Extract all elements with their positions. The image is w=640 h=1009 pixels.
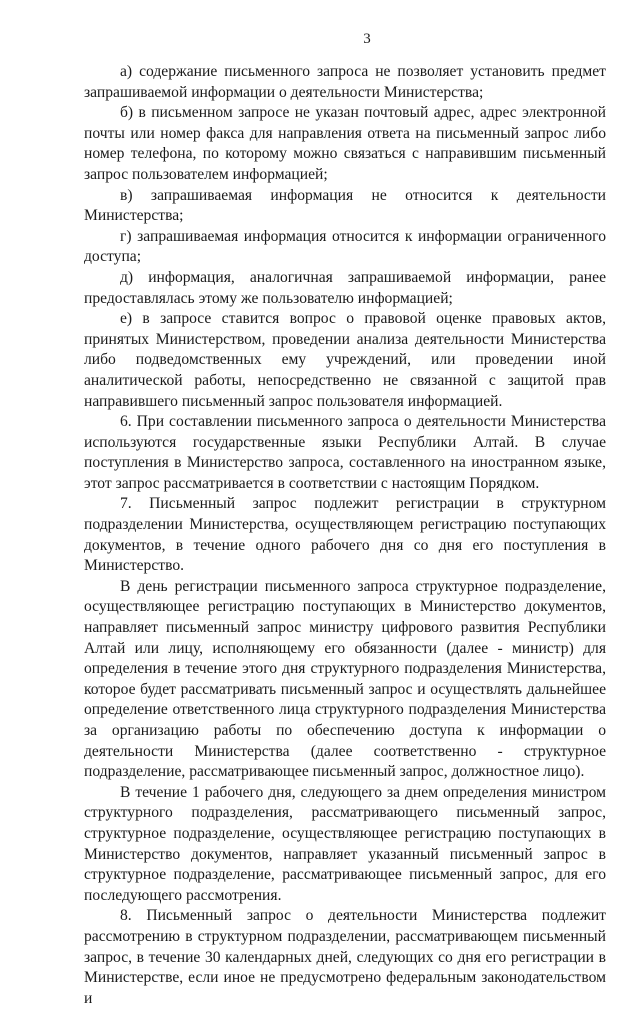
paragraph-8: 8. Письменный запрос о деятельности Министерства подлежит рассмотрению в структурном подразделении, рассматривающем письменный запрос, в течение 30 календарных дней, следующих со дня его регистрации в Министерстве, если иное не предусмотрено федеральным законодательством и <box>84 907 606 1007</box>
paragraph-d: д) информация, аналогичная запрашиваемой информации, ранее предоставлялась этому же пользователю информацией; <box>84 268 606 307</box>
paragraph-e: е) в запросе ставится вопрос о правовой оценке правовых актов, принятых Министерством, проведении анализа деятельности Министерства либо подведомственных ему учреждений, или проведении иной аналитической работы, непосредственно не связанной с защитой прав направившего письменный запрос пользователя информацией. <box>84 310 606 410</box>
document-body <box>84 62 606 1009</box>
paragraph-7-registration: В день регистрации письменного запроса структурное подразделение, осуществляющее регистрацию поступающих в Министерство документов, направляет письменный запрос министру цифрового развития Республики Алтай или лицу, исполняющему его обязанности (далее - министр) для определения в течение этого дня структурного подразделения Министерства, которое будет рассматривать письменный запрос и осуществлять дальнейшее определение ответственного лица структурного подразделения Министерства за организацию работы по обеспечению доступа к информации о деятельности Министерства (далее соответственно - структурное подразделение, рассматривающее письменный запрос, должностное лицо). <box>84 577 606 781</box>
paragraph-g: г) запрашиваемая информация относится к информации ограниченного доступа; <box>84 227 606 266</box>
paragraph-7-forwarding: В течение 1 рабочего дня, следующего за днем определения министром структурного подразделения, рассматривающего письменный запрос, структурное подразделение, осуществляющее регистрацию поступающих в Министерство документов, направляет указанный письменный запрос в структурное подразделение, рассматривающее письменный запрос, для его последующего рассмотрения. <box>84 783 606 904</box>
paragraph-7: 7. Письменный запрос подлежит регистрации в структурном подразделении Министерства, осуществляющем регистрацию поступающих документов, в течение одного рабочего дня со дня его поступления в Министерство. <box>84 495 606 575</box>
paragraph-b: б) в письменном запросе не указан почтовый адрес, адрес электронной почты или номер факса для направления ответа на письменный запрос либо номер телефона, по которому можно связаться с направившим письменный запрос пользователем информацией; <box>84 104 606 183</box>
paragraph-6: 6. При составлении письменного запроса о деятельности Министерства используются государственные языки Республики Алтай. В случае поступления в Министерство запроса, составленного на иностранном языке, этот запрос рассматривается в соответствии с настоящим Порядком. <box>84 413 606 492</box>
page-number: 3 <box>363 31 371 47</box>
paragraph-v: в) запрашиваемая информация не относится к деятельности Министерства; <box>84 186 606 225</box>
paragraph-a: а) содержание письменного запроса не позволяет установить предмет запрашиваемой информации о деятельности Министерства; <box>84 63 606 101</box>
